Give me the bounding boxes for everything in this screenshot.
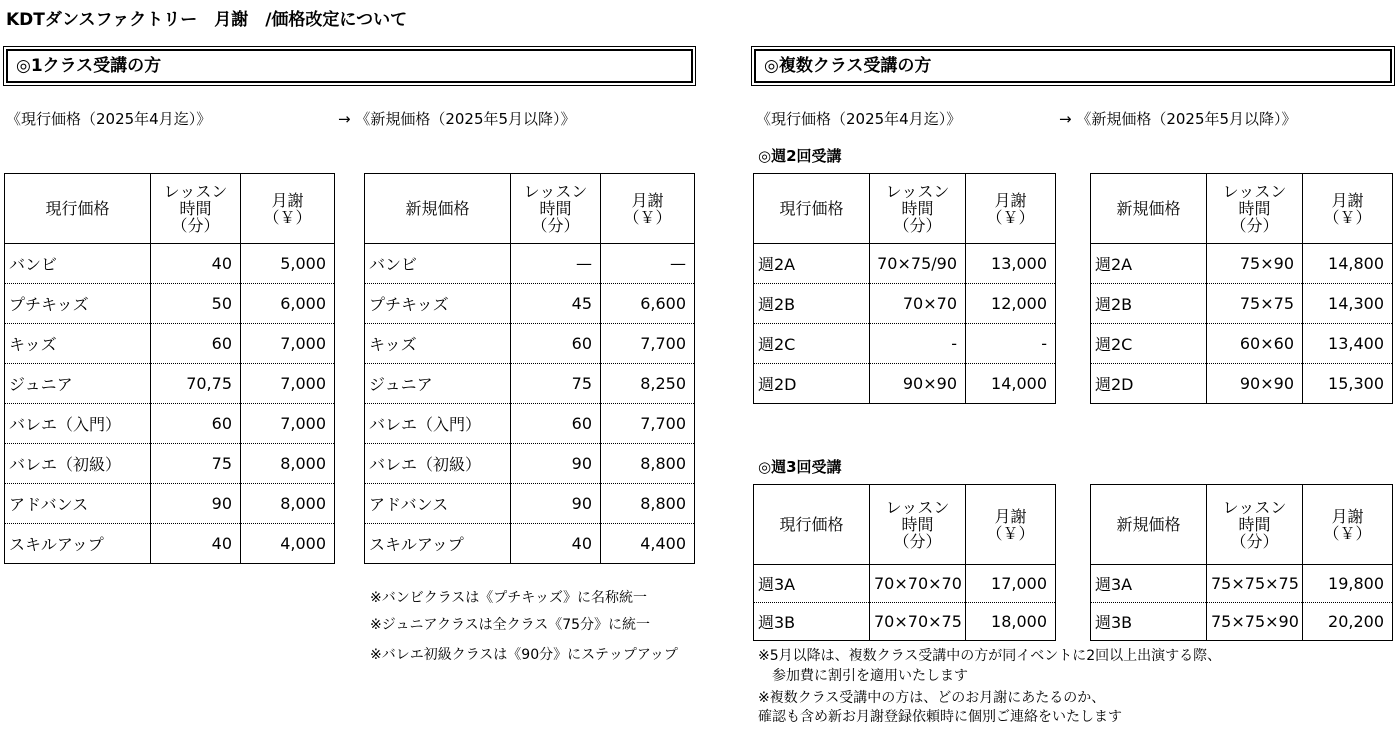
right-note-2: 参加費に割引を適用いたします [758, 668, 968, 684]
table-row [5, 404, 335, 444]
lesson-time-cell: — [511, 244, 601, 284]
class-name-cell: バレエ（入門） [365, 404, 511, 444]
fee-cell: 14,300 [1303, 284, 1393, 324]
left-note-3: ※バレエ初級クラスは《90分》にステップアップ [370, 647, 678, 663]
fee-cell: 8,000 [241, 484, 335, 524]
class-name-cell: 週2D [1091, 364, 1207, 404]
lesson-time-cell: 70×70×75 [870, 603, 966, 641]
class-name-cell: プチキッズ [365, 284, 511, 324]
fee-cell: 7,700 [601, 404, 695, 444]
column-header: 新規価格 [365, 174, 511, 244]
class-name-cell: スキルアップ [5, 524, 151, 564]
table-header-row [1091, 174, 1393, 244]
table-row [1091, 244, 1393, 284]
fee-cell: 8,800 [601, 444, 695, 484]
class-name-cell: 週3A [754, 565, 870, 603]
table-row [1091, 324, 1393, 364]
fee-cell: 13,000 [966, 244, 1056, 284]
lesson-time-cell: 60 [511, 324, 601, 364]
class-name-cell: アドバンス [5, 484, 151, 524]
table-row [5, 484, 335, 524]
class-name-cell: 週2B [754, 284, 870, 324]
left-note-1: ※バンビクラスは《プチキッズ》に名称統一 [370, 590, 648, 606]
lesson-time-cell: 90 [511, 484, 601, 524]
table-row [365, 444, 695, 484]
table-header-row [365, 174, 695, 244]
table-row [754, 284, 1056, 324]
table-row [365, 524, 695, 564]
column-header: レッスン 時間 （分） [1207, 485, 1303, 565]
class-name-cell: バレエ（入門） [5, 404, 151, 444]
lesson-time-cell: 40 [511, 524, 601, 564]
column-header: レッスン 時間 （分） [511, 174, 601, 244]
fee-cell: 4,000 [241, 524, 335, 564]
fee-cell: 20,200 [1303, 603, 1393, 641]
class-name-cell: アドバンス [365, 484, 511, 524]
table-row [1091, 284, 1393, 324]
multi-new-price-label: → 《新規価格（2025年5月以降）》 [1059, 110, 1297, 128]
fee-cell: 8,000 [241, 444, 335, 484]
right-note-1: ※5月以降は、複数クラス受講中の方が同イベントに2回以上出演する際、 [758, 648, 1222, 664]
table-row [5, 284, 335, 324]
table-row [5, 524, 335, 564]
section-header-single-class: ◎1クラス受講の方 [6, 49, 693, 83]
column-header: 新規価格 [1091, 174, 1207, 244]
week2-current-price-table [753, 173, 1056, 404]
fee-cell: 4,400 [601, 524, 695, 564]
single-current-price-table [4, 173, 335, 564]
fee-cell: 19,800 [1303, 565, 1393, 603]
class-name-cell: 週2C [754, 324, 870, 364]
fee-cell: 14,800 [1303, 244, 1393, 284]
table-row [754, 565, 1056, 603]
left-note-2: ※ジュニアクラスは全クラス《75分》に統一 [370, 617, 651, 633]
week3-current-price-table [753, 484, 1056, 641]
class-name-cell: ジュニア [5, 364, 151, 404]
week3-new-price-table [1090, 484, 1393, 641]
lesson-time-cell: 75×75 [1207, 284, 1303, 324]
class-name-cell: 週2D [754, 364, 870, 404]
lesson-time-cell: - [870, 324, 966, 364]
lesson-time-cell: 90 [151, 484, 241, 524]
fee-cell: 8,800 [601, 484, 695, 524]
section-header-multi-class: ◎複数クラス受講の方 [754, 49, 1392, 83]
column-header: レッスン 時間 （分） [870, 485, 966, 565]
column-header: 月謝 （￥） [1303, 174, 1393, 244]
lesson-time-cell: 60 [151, 324, 241, 364]
current-price-label: 《現行価格（2025年4月迄）》 [6, 110, 212, 128]
table-row [5, 244, 335, 284]
column-header: 現行価格 [754, 485, 870, 565]
fee-cell: 7,000 [241, 364, 335, 404]
lesson-time-cell: 75×90 [1207, 244, 1303, 284]
table-row [365, 484, 695, 524]
class-name-cell: キッズ [365, 324, 511, 364]
new-price-label: → 《新規価格（2025年5月以降）》 [338, 110, 576, 128]
lesson-time-cell: 40 [151, 524, 241, 564]
class-name-cell: 週2A [754, 244, 870, 284]
table-header-row [754, 485, 1056, 565]
table-row [365, 404, 695, 444]
single-new-price-table [364, 173, 695, 564]
lesson-time-cell: 75 [151, 444, 241, 484]
column-header: 現行価格 [5, 174, 151, 244]
class-name-cell: 週3B [1091, 603, 1207, 641]
class-name-cell: 週2A [1091, 244, 1207, 284]
column-header: レッスン 時間 （分） [151, 174, 241, 244]
lesson-time-cell: 70×70 [870, 284, 966, 324]
table-row [754, 364, 1056, 404]
lesson-time-cell: 40 [151, 244, 241, 284]
lesson-time-cell: 90×90 [870, 364, 966, 404]
lesson-time-cell: 75×75×90 [1207, 603, 1303, 641]
column-header: 月謝 （￥） [1303, 485, 1393, 565]
class-name-cell: スキルアップ [365, 524, 511, 564]
lesson-time-cell: 60 [511, 404, 601, 444]
table-row [365, 244, 695, 284]
class-name-cell: バレエ（初級） [5, 444, 151, 484]
fee-cell: 6,000 [241, 284, 335, 324]
lesson-time-cell: 90×90 [1207, 364, 1303, 404]
fee-cell: 15,300 [1303, 364, 1393, 404]
column-header: レッスン 時間 （分） [870, 174, 966, 244]
table-row [365, 364, 695, 404]
fee-cell: 18,000 [966, 603, 1056, 641]
column-header: 月謝 （￥） [601, 174, 695, 244]
class-name-cell: プチキッズ [5, 284, 151, 324]
class-name-cell: 週3A [1091, 565, 1207, 603]
fee-cell: 7,000 [241, 404, 335, 444]
lesson-time-cell: 50 [151, 284, 241, 324]
fee-cell: 5,000 [241, 244, 335, 284]
class-name-cell: キッズ [5, 324, 151, 364]
fee-cell: 6,600 [601, 284, 695, 324]
table-row [754, 324, 1056, 364]
right-note-3: ※複数クラス受講中の方は、どのお月謝にあたるのか、 [758, 690, 1106, 706]
page-title: KDTダンスファクトリー 月謝 /価格改定について [6, 10, 408, 30]
table-row [5, 324, 335, 364]
lesson-time-cell: 70×75/90 [870, 244, 966, 284]
fee-cell: — [601, 244, 695, 284]
lesson-time-cell: 90 [511, 444, 601, 484]
column-header: 現行価格 [754, 174, 870, 244]
lesson-time-cell: 60×60 [1207, 324, 1303, 364]
table-header-row [5, 174, 335, 244]
table-row [754, 244, 1056, 284]
class-name-cell: バンビ [365, 244, 511, 284]
table-row [365, 284, 695, 324]
fee-cell: - [966, 324, 1056, 364]
right-note-4: 確認も含め新お月謝登録依頼時に個別ご連絡をいたします [758, 709, 1122, 725]
column-header: 月謝 （￥） [241, 174, 335, 244]
class-name-cell: 週3B [754, 603, 870, 641]
fee-cell: 7,700 [601, 324, 695, 364]
column-header: 月謝 （￥） [966, 485, 1056, 565]
lesson-time-cell: 70,75 [151, 364, 241, 404]
fee-cell: 14,000 [966, 364, 1056, 404]
table-row [1091, 364, 1393, 404]
week2-label: ◎週2回受講 [758, 147, 842, 165]
table-header-row [1091, 485, 1393, 565]
column-header: レッスン 時間 （分） [1207, 174, 1303, 244]
class-name-cell: 週2C [1091, 324, 1207, 364]
table-row [1091, 565, 1393, 603]
class-name-cell: バレエ（初級） [365, 444, 511, 484]
lesson-time-cell: 45 [511, 284, 601, 324]
table-header-row [754, 174, 1056, 244]
fee-cell: 12,000 [966, 284, 1056, 324]
table-row [754, 603, 1056, 641]
lesson-time-cell: 75×75×75 [1207, 565, 1303, 603]
week2-new-price-table [1090, 173, 1393, 404]
lesson-time-cell: 70×70×70 [870, 565, 966, 603]
column-header: 月謝 （￥） [966, 174, 1056, 244]
class-name-cell: バンビ [5, 244, 151, 284]
lesson-time-cell: 60 [151, 404, 241, 444]
class-name-cell: ジュニア [365, 364, 511, 404]
table-row [1091, 603, 1393, 641]
table-row [5, 444, 335, 484]
fee-cell: 17,000 [966, 565, 1056, 603]
fee-cell: 7,000 [241, 324, 335, 364]
fee-cell: 13,400 [1303, 324, 1393, 364]
week3-label: ◎週3回受講 [758, 458, 842, 476]
lesson-time-cell: 75 [511, 364, 601, 404]
table-row [5, 364, 335, 404]
column-header: 新規価格 [1091, 485, 1207, 565]
class-name-cell: 週2B [1091, 284, 1207, 324]
multi-current-price-label: 《現行価格（2025年4月迄）》 [756, 110, 962, 128]
table-row [365, 324, 695, 364]
fee-cell: 8,250 [601, 364, 695, 404]
